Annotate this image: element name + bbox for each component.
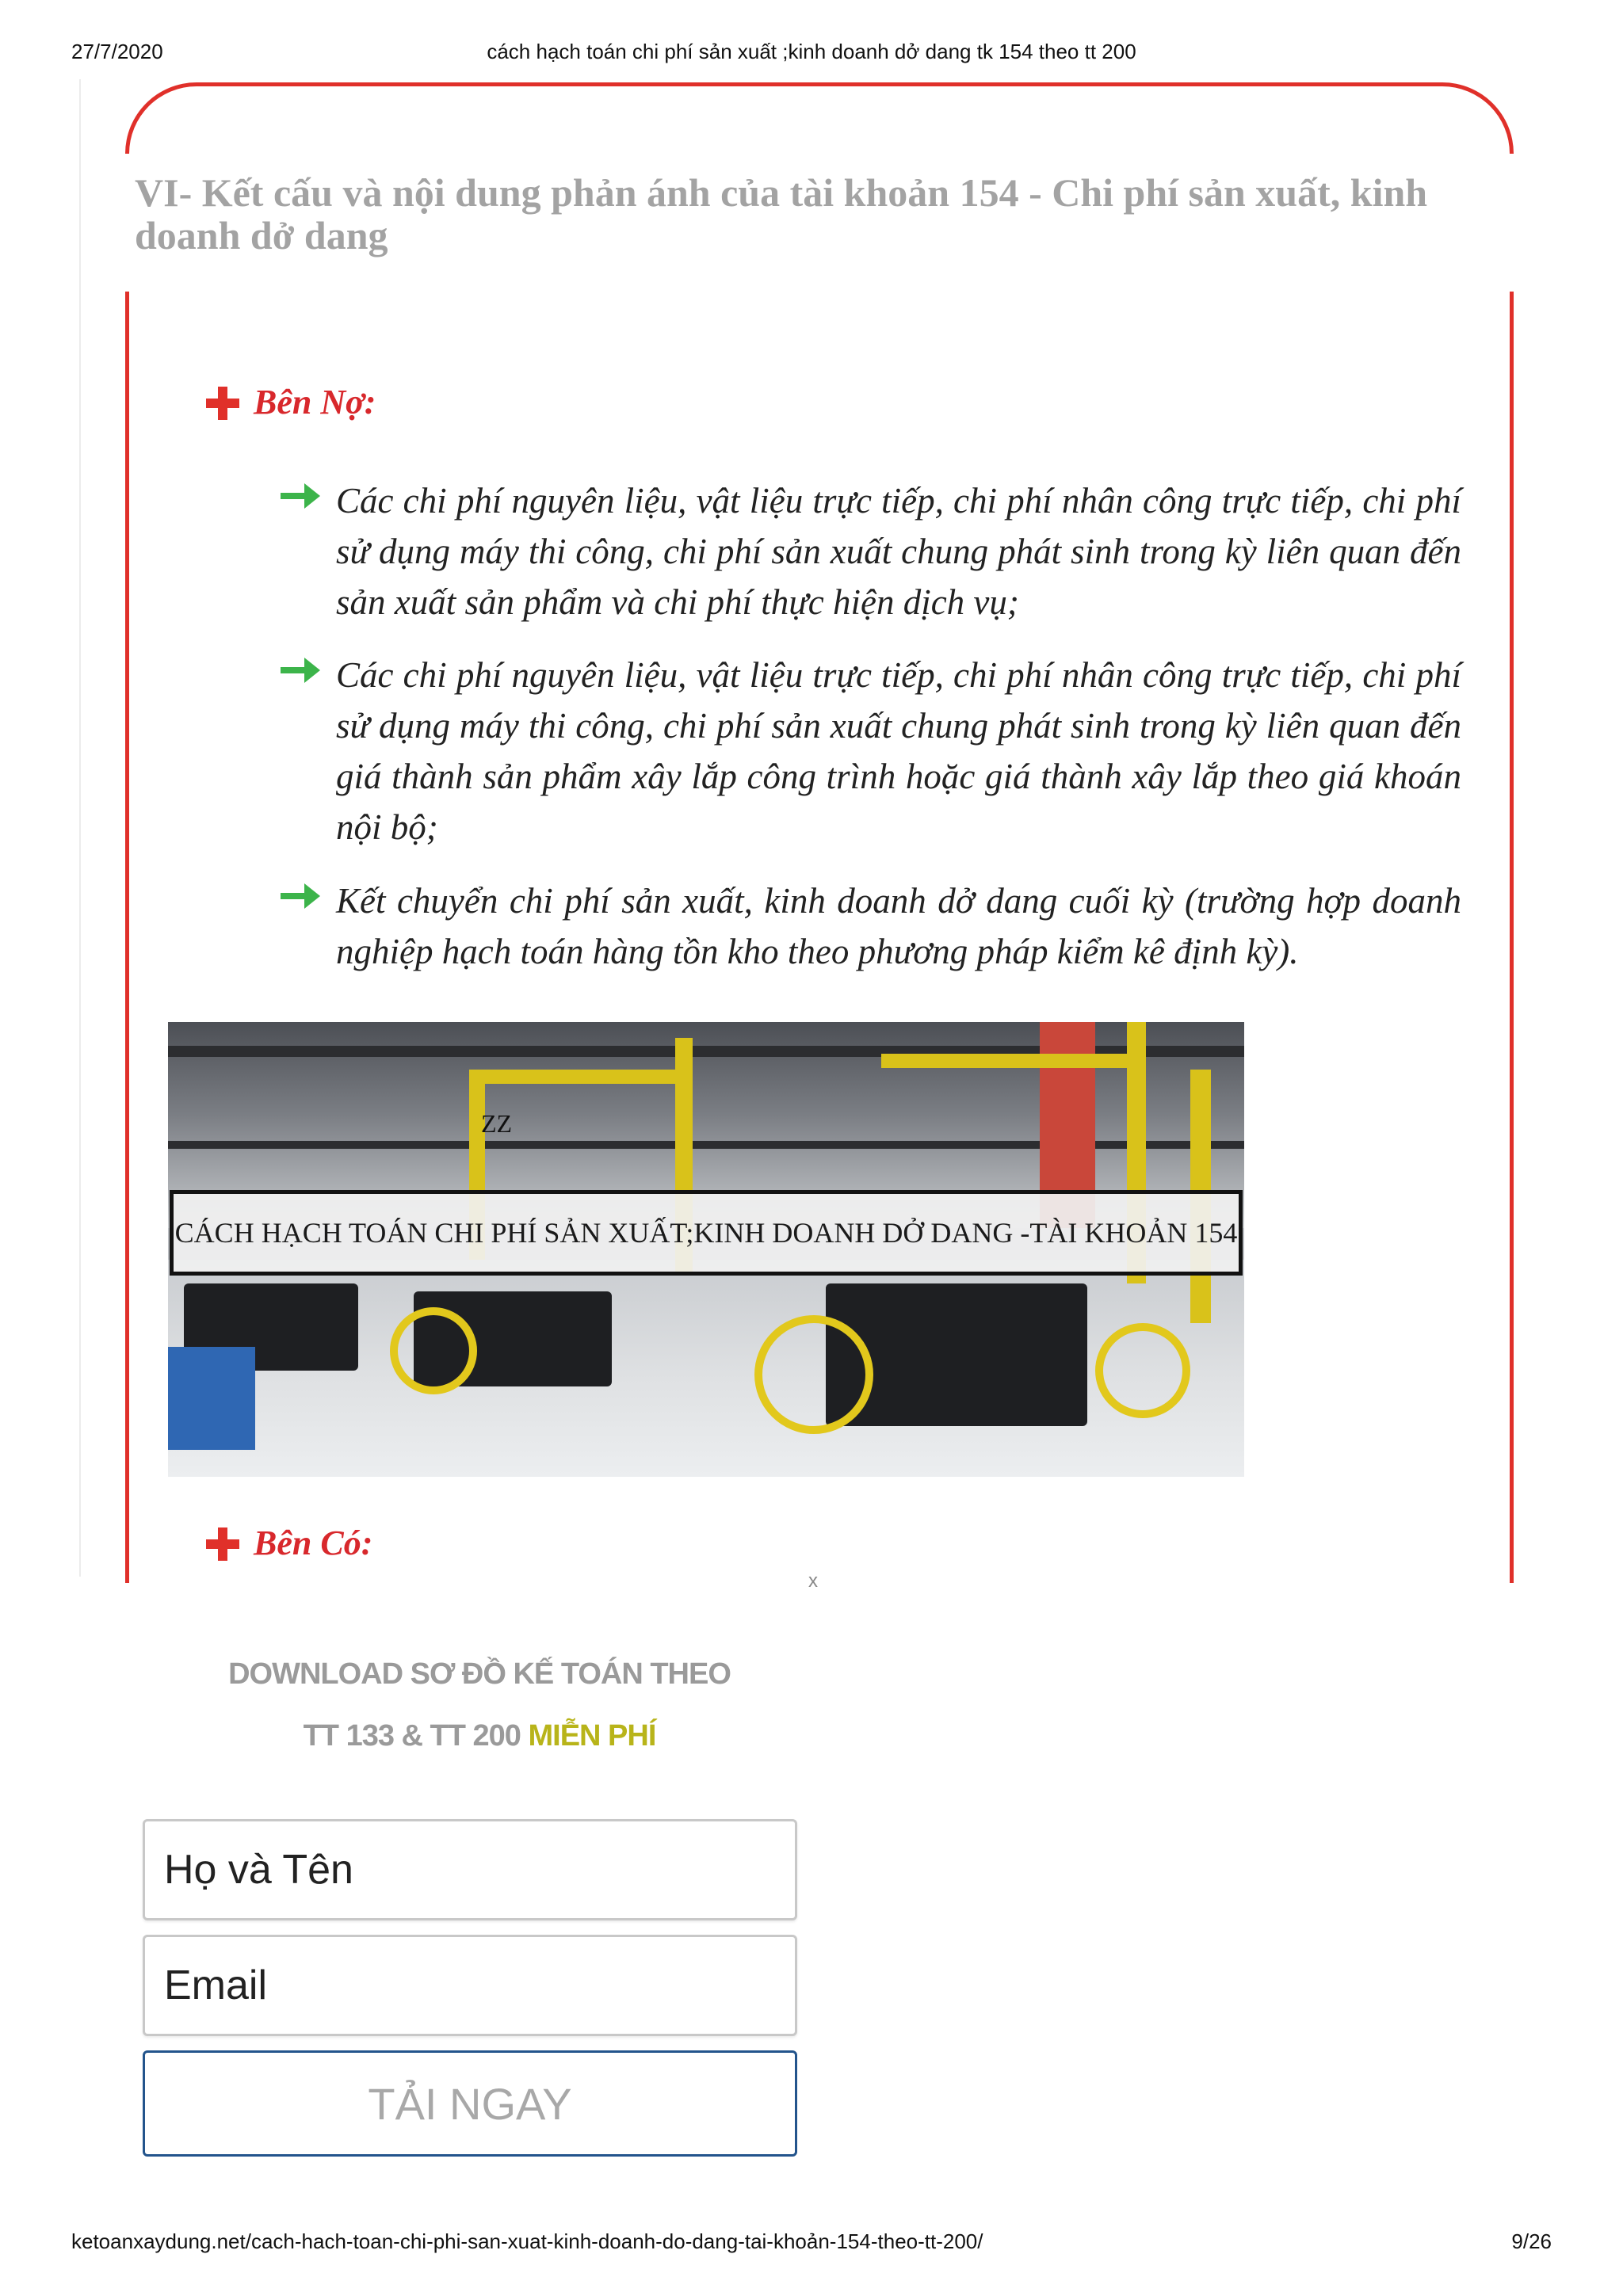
credit-heading: Bên Có: bbox=[254, 1524, 373, 1562]
list-item bbox=[279, 650, 1468, 864]
page-left-rule bbox=[79, 79, 81, 1577]
print-title: cách hạch toán chi phí sản xuất ;kinh doanh dở dang tk 154 theo tt 200 bbox=[487, 40, 1136, 63]
print-url: ketoanxaydung.net/cach-hach-toan-chi-phi-san-xuat-kinh-doanh-do-dang-tai-khoản-154-theo-tt-200/ bbox=[71, 2229, 983, 2253]
image-small-text: ZZ bbox=[481, 1109, 513, 1138]
image-beam bbox=[469, 1070, 691, 1084]
name-placeholder: Họ và Tên bbox=[164, 1847, 353, 1893]
image-crate bbox=[168, 1347, 255, 1450]
debit-item-2: Các chi phí nguyên liệu, vật liệu trực tiếp, chi phí nhân công trực tiếp, chi phí sử dụng máy thi công, chi phí sản xuất chung phát sinh trong kỳ liên quan đến giá thành sản phẩm xây lắp công trình hoặc giá thành xây lắp theo giá khoán nội bộ; bbox=[336, 655, 1461, 847]
image-wheel bbox=[1095, 1323, 1190, 1418]
debit-item-3: Kết chuyển chi phí sản xuất, kinh doanh dở dang cuối kỳ (trường hợp doanh nghiệp hạch toán hàng tồn kho theo phương pháp kiểm kê định kỳ). bbox=[336, 881, 1461, 971]
debit-item-1: Các chi phí nguyên liệu, vật liệu trực tiếp, chi phí nhân công trực tiếp, chi phí sử dụng máy thi công, chi phí sản xuất chung phát sinh trong kỳ liên quan đến sản xuất sản phẩm và chi phí thực hiện dịch vụ; bbox=[336, 481, 1461, 622]
list-item bbox=[279, 875, 1468, 986]
print-header bbox=[0, 40, 1623, 71]
arrow-right-icon bbox=[279, 654, 322, 686]
arrow-right-icon bbox=[279, 880, 322, 912]
list-item bbox=[279, 475, 1468, 634]
image-wheel bbox=[390, 1307, 477, 1394]
print-footer bbox=[0, 2229, 1623, 2261]
print-date: 27/7/2020 bbox=[71, 40, 163, 63]
arrow-right-icon bbox=[279, 480, 322, 512]
image-beam bbox=[881, 1054, 1143, 1068]
plus-icon bbox=[206, 1527, 239, 1561]
image-wheel bbox=[754, 1315, 873, 1434]
image-caption-box bbox=[170, 1190, 1243, 1276]
name-input[interactable] bbox=[143, 1819, 797, 1920]
download-now-button[interactable]: TẢI NGAY bbox=[143, 2050, 797, 2157]
email-input[interactable] bbox=[143, 1935, 797, 2036]
image-caption: CÁCH HẠCH TOÁN CHI PHÍ SẢN XUẤT;KINH DOANH DỞ DANG -TÀI KHOẢN 154 bbox=[174, 1217, 1238, 1249]
section-title: VI- Kết cấu và nội dung phản ánh của tài khoản 154 - Chi phí sản xuất, kinh doanh dở dang bbox=[135, 170, 1428, 257]
email-placeholder: Email bbox=[164, 1962, 268, 2008]
plus-icon bbox=[206, 387, 239, 420]
article-frame-top bbox=[125, 82, 1514, 154]
promo-heading-line2 bbox=[143, 1719, 816, 1753]
promo-heading-line1: DOWNLOAD SƠ ĐỒ KẾ TOÁN THEO bbox=[228, 1657, 731, 1691]
promo-text: TT 133 & TT 200 bbox=[303, 1719, 521, 1753]
promo-highlight: MIỄN PHÍ bbox=[528, 1719, 656, 1753]
debit-heading: Bên Nợ: bbox=[254, 383, 376, 421]
page-number: 9/26 bbox=[1511, 2229, 1552, 2253]
close-popup-button[interactable]: x bbox=[808, 1570, 818, 1592]
factory-image bbox=[168, 1022, 1244, 1477]
